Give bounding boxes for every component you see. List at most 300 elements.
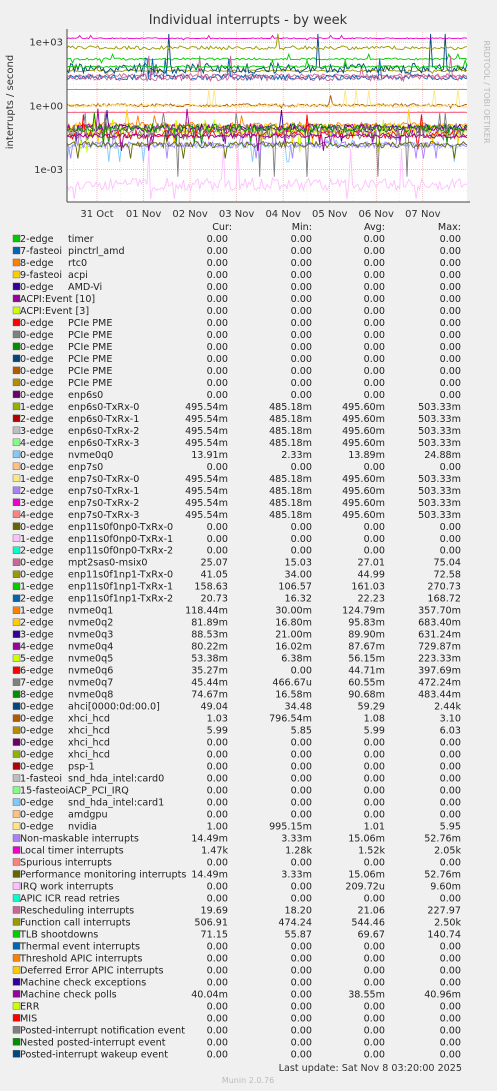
- legend-max: 0.00: [439, 341, 461, 353]
- legend-cur: 0.00: [206, 977, 228, 989]
- legend-max: 503.33m: [418, 425, 461, 437]
- legend-max: 503.33m: [418, 509, 461, 521]
- legend-name: nvme0q0: [68, 449, 114, 461]
- legend-name: nvme0q7: [68, 677, 114, 689]
- legend-cur: 0.00: [206, 1013, 228, 1025]
- legend-cur: 0.00: [206, 353, 228, 365]
- legend-swatch: [13, 1002, 20, 1009]
- legend-swatch: [13, 978, 20, 985]
- legend-min: 0.00: [290, 365, 312, 377]
- legend-avg: 44.99: [357, 569, 385, 581]
- legend-swatch: [13, 894, 20, 901]
- legend-swatch: [13, 775, 20, 782]
- legend-avg: 1.52k: [358, 845, 385, 857]
- legend-max: 0.00: [439, 389, 461, 401]
- legend-avg: 495.60m: [342, 485, 385, 497]
- legend-swatch: [13, 1050, 20, 1057]
- legend-max: 2.44k: [434, 701, 461, 713]
- legend-swatch: [13, 799, 20, 806]
- legend-cur: 0.00: [206, 737, 228, 749]
- legend-avg: 161.03: [351, 581, 385, 593]
- legend-name: nvidia: [68, 821, 98, 833]
- legend-source: 1-edge: [20, 533, 54, 545]
- legend-min: 0.00: [290, 377, 312, 389]
- legend-swatch: [13, 787, 20, 794]
- legend-name: PCIe PME: [68, 341, 113, 353]
- legend-source: 1-edge: [20, 605, 54, 617]
- legend-max: 3.10: [439, 713, 461, 725]
- legend-max: 631.24m: [418, 629, 461, 641]
- legend-source: 0-edge: [20, 317, 54, 329]
- legend-min: 106.57: [278, 581, 312, 593]
- legend-source: 8-edge: [20, 257, 54, 269]
- legend-source: 0-edge: [20, 809, 54, 821]
- legend-cur: 495.54m: [185, 485, 228, 497]
- legend-swatch: [13, 499, 20, 506]
- legend-cur: 0.00: [206, 1037, 228, 1049]
- legend-avg: 0.00: [363, 329, 385, 341]
- legend-cur: 0.00: [206, 965, 228, 977]
- legend-cur: 0.00: [206, 305, 228, 317]
- legend-min: 0.00: [290, 257, 312, 269]
- legend-name: pinctrl_amd: [68, 245, 125, 257]
- legend-swatch: [13, 583, 20, 590]
- legend-min: 0.00: [290, 1001, 312, 1013]
- legend-avg: 0.00: [363, 1001, 385, 1013]
- legend-avg: 89.90m: [348, 629, 385, 641]
- legend-name: enp11s0f1np1-TxRx-1: [68, 581, 174, 593]
- legend-swatch: [13, 655, 20, 662]
- legend-max: 0.00: [439, 977, 461, 989]
- legend-cur: 20.73: [200, 593, 228, 605]
- legend-max: 223.33m: [418, 653, 461, 665]
- legend-cur: 495.54m: [185, 497, 228, 509]
- legend-max: 0.00: [439, 353, 461, 365]
- legend-cur: 74.67m: [191, 689, 228, 701]
- legend-cur: 495.54m: [185, 437, 228, 449]
- legend-name: enp6s0-TxRx-0: [68, 401, 140, 413]
- legend-avg: 0.00: [363, 461, 385, 473]
- legend-avg: 69.67: [357, 929, 385, 941]
- legend-swatch: [13, 870, 20, 877]
- legend-cur: 0.00: [206, 809, 228, 821]
- legend-cur: 81.89m: [191, 617, 228, 629]
- legend-name: ACP_PCI_IRQ: [68, 785, 129, 797]
- legend-avg: 495.60m: [342, 425, 385, 437]
- legend-min: 0.00: [290, 857, 312, 869]
- y-axis-label: interrupts / second: [5, 54, 16, 150]
- legend-cur: 0.00: [206, 389, 228, 401]
- legend-min: 0.00: [290, 341, 312, 353]
- legend-avg: 0.00: [363, 797, 385, 809]
- legend-name: nvme0q4: [68, 641, 114, 653]
- legend-source: 0-edge: [20, 797, 54, 809]
- legend-min: 30.00m: [275, 605, 312, 617]
- legend-max: 503.33m: [418, 401, 461, 413]
- legend-avg: 59.29: [357, 701, 385, 713]
- legend-max: 0.00: [439, 761, 461, 773]
- legend-source: 0-edge: [20, 761, 54, 773]
- legend-swatch: [13, 631, 20, 638]
- legend-avg: 0.00: [363, 941, 385, 953]
- legend-swatch: [13, 643, 20, 650]
- legend-swatch: [13, 1026, 20, 1033]
- legend-name: enp6s0-TxRx-2: [68, 425, 140, 437]
- legend-cur: 13.91m: [191, 449, 228, 461]
- legend-avg: 13.89m: [348, 449, 385, 461]
- legend-min: 55.87: [284, 929, 312, 941]
- legend-source: 0-edge: [20, 449, 54, 461]
- legend-avg: 495.60m: [342, 509, 385, 521]
- legend-min: 0.00: [290, 269, 312, 281]
- legend-source: Threshold APIC interrupts: [20, 953, 143, 965]
- legend-cur: 88.53m: [191, 629, 228, 641]
- legend-avg: 0.00: [363, 317, 385, 329]
- legend-max: 503.33m: [418, 473, 461, 485]
- legend-cur: 0.00: [206, 857, 228, 869]
- legend-cur: 40.04m: [191, 989, 228, 1001]
- legend-swatch: [13, 235, 20, 242]
- legend-source: 1-edge: [20, 473, 54, 485]
- x-tick-label: 31 Oct: [80, 209, 114, 220]
- legend-avg: 0.00: [363, 521, 385, 533]
- legend-name: xhci_hcd: [68, 725, 110, 737]
- legend-max: 503.33m: [418, 485, 461, 497]
- legend-max: 168.72: [427, 593, 461, 605]
- legend-cur: 0.00: [206, 293, 228, 305]
- legend-max: 397.69m: [418, 665, 461, 677]
- legend-min: 3.33m: [281, 833, 312, 845]
- legend-max: 357.70m: [418, 605, 461, 617]
- legend-min: 0.00: [290, 953, 312, 965]
- legend-cur: 0.00: [206, 281, 228, 293]
- legend-source: 2-edge: [20, 485, 54, 497]
- legend-avg: 5.99: [363, 725, 385, 737]
- legend-source: 5-edge: [20, 653, 54, 665]
- legend-min: 15.03: [284, 557, 312, 569]
- legend-swatch: [13, 343, 20, 350]
- legend: [13, 222, 461, 1060]
- legend-swatch: [13, 475, 20, 482]
- legend-cur: 0.00: [206, 234, 228, 245]
- legend-max: 9.60m: [430, 881, 461, 893]
- legend-swatch: [13, 379, 20, 386]
- legend-cur: 1.00: [206, 821, 228, 833]
- legend-source: 0-edge: [20, 389, 54, 401]
- legend-source: 0-edge: [20, 701, 54, 713]
- legend-max: 0.00: [439, 377, 461, 389]
- legend-swatch: [13, 727, 20, 734]
- legend-swatch: [13, 918, 20, 925]
- legend-max: 0.00: [439, 737, 461, 749]
- legend-name: ahci[0000:0d:00.0]: [68, 701, 160, 713]
- legend-cur: 158.63: [194, 581, 228, 593]
- legend-source: 2-edge: [20, 545, 54, 557]
- legend-swatch: [13, 679, 20, 686]
- legend-swatch: [13, 595, 20, 602]
- legend-column-header: Min:: [291, 222, 312, 233]
- legend-cur: 0.00: [206, 257, 228, 269]
- legend-swatch: [13, 846, 20, 853]
- legend-name: enp11s0f0np0-TxRx-0: [68, 521, 174, 533]
- legend-source: 3-edge: [20, 629, 54, 641]
- legend-min: 0.00: [290, 281, 312, 293]
- legend-min: 5.85: [290, 725, 312, 737]
- legend-cur: 495.54m: [185, 473, 228, 485]
- legend-avg: 495.60m: [342, 497, 385, 509]
- legend-avg: 0.00: [363, 533, 385, 545]
- legend-min: 21.00m: [275, 629, 312, 641]
- legend-min: 485.18m: [269, 437, 312, 449]
- legend-swatch: [13, 954, 20, 961]
- legend-max: 0.00: [439, 545, 461, 557]
- legend-min: 0.00: [290, 353, 312, 365]
- legend-min: 0.00: [290, 533, 312, 545]
- legend-cur: 0.00: [206, 749, 228, 761]
- legend-avg: 56.15m: [348, 653, 385, 665]
- legend-swatch: [13, 367, 20, 374]
- legend-max: 0.00: [439, 749, 461, 761]
- legend-avg: 0.00: [363, 377, 385, 389]
- legend-avg: 0.00: [363, 293, 385, 305]
- legend-cur: 0.00: [206, 941, 228, 953]
- legend-avg: 0.00: [363, 234, 385, 245]
- legend-min: 485.18m: [269, 485, 312, 497]
- legend-max: 0.00: [439, 857, 461, 869]
- legend-swatch: [13, 882, 20, 889]
- legend-min: 485.18m: [269, 497, 312, 509]
- legend-avg: 0.00: [363, 281, 385, 293]
- x-tick-label: 01 Nov: [125, 209, 162, 220]
- legend-avg: 95.83m: [348, 617, 385, 629]
- legend-source: Nested posted-interrupt event: [20, 1037, 166, 1049]
- legend-min: 34.00: [284, 569, 312, 581]
- legend-cur: 495.54m: [185, 401, 228, 413]
- legend-max: 0.00: [439, 533, 461, 545]
- legend-avg: 0.00: [363, 857, 385, 869]
- legend-source: 0-edge: [20, 521, 54, 533]
- legend-min: 0.00: [290, 293, 312, 305]
- legend-min: 0.00: [290, 521, 312, 533]
- legend-min: 0.00: [290, 749, 312, 761]
- legend-swatch: [13, 942, 20, 949]
- legend-swatch: [13, 439, 20, 446]
- legend-min: 0.00: [290, 245, 312, 257]
- legend-swatch: [13, 703, 20, 710]
- legend-name: PCIe PME: [68, 365, 113, 377]
- legend-swatch: [13, 763, 20, 770]
- legend-swatch: [13, 331, 20, 338]
- legend-cur: 0.00: [206, 365, 228, 377]
- legend-cur: 0.00: [206, 797, 228, 809]
- legend-source: 0-edge: [20, 713, 54, 725]
- legend-avg: 60.55m: [348, 677, 385, 689]
- legend-avg: 495.60m: [342, 413, 385, 425]
- legend-source: 4-edge: [20, 437, 54, 449]
- legend-cur: 14.49m: [191, 869, 228, 881]
- legend-max: 0.00: [439, 797, 461, 809]
- legend-name: amdgpu: [68, 809, 108, 821]
- legend-cur: 0.00: [206, 761, 228, 773]
- legend-min: 2.33m: [281, 449, 312, 461]
- legend-max: 6.03: [439, 725, 461, 737]
- legend-name: xhci_hcd: [68, 737, 110, 749]
- legend-name: nvme0q3: [68, 629, 114, 641]
- legend-avg: 0.00: [363, 749, 385, 761]
- x-tick-label: 07 Nov: [405, 209, 441, 220]
- legend-name: snd_hda_intel:card1: [68, 797, 165, 809]
- legend-source: 0-edge: [20, 365, 54, 377]
- x-tick-label: 04 Nov: [265, 209, 301, 220]
- legend-avg: 495.60m: [342, 473, 385, 485]
- legend-cur: 1.47k: [201, 845, 228, 857]
- legend-min: 34.48: [284, 701, 312, 713]
- legend-name: rtc0: [68, 257, 88, 269]
- legend-avg: 544.46: [351, 917, 385, 929]
- legend-min: 16.80m: [275, 617, 312, 629]
- legend-cur: 0.00: [206, 245, 228, 257]
- legend-swatch: [13, 559, 20, 566]
- legend-swatch: [13, 571, 20, 578]
- legend-avg: 495.60m: [342, 401, 385, 413]
- legend-min: 0.00: [290, 809, 312, 821]
- legend-swatch: [13, 271, 20, 278]
- legend-swatch: [13, 667, 20, 674]
- legend-name: PCIe PME: [68, 317, 113, 329]
- legend-max: 52.76m: [424, 869, 461, 881]
- legend-min: 0.00: [290, 461, 312, 473]
- legend-source: Deferred Error APIC interrupts: [20, 965, 164, 977]
- legend-avg: 0.00: [363, 305, 385, 317]
- legend-max: 0.00: [439, 281, 461, 293]
- legend-cur: 25.07: [200, 557, 228, 569]
- legend-source: Posted-interrupt notification event: [20, 1025, 185, 1037]
- legend-source: ACPI:Event [3]: [20, 305, 90, 317]
- legend-min: 0.00: [290, 389, 312, 401]
- legend-swatch: [13, 930, 20, 937]
- legend-cur: 0.00: [206, 1025, 228, 1037]
- legend-max: 503.33m: [418, 413, 461, 425]
- legend-cur: 0.00: [206, 521, 228, 533]
- legend-min: 16.02m: [275, 641, 312, 653]
- legend-swatch: [13, 739, 20, 746]
- legend-avg: 0.00: [363, 761, 385, 773]
- legend-source: ERR: [20, 1001, 40, 1013]
- legend-max: 472.24m: [418, 677, 461, 689]
- legend-swatch: [13, 319, 20, 326]
- legend-name: enp11s0f0np0-TxRx-2: [68, 545, 174, 557]
- legend-avg: 0.00: [363, 1049, 385, 1061]
- legend-swatch: [13, 427, 20, 434]
- legend-min: 0.00: [290, 1013, 312, 1025]
- legend-source: 0-edge: [20, 281, 54, 293]
- legend-source: MIS: [20, 1013, 38, 1025]
- legend-max: 0.00: [439, 1025, 461, 1037]
- legend-min: 485.18m: [269, 413, 312, 425]
- legend-max: 503.33m: [418, 497, 461, 509]
- legend-max: 0.00: [439, 365, 461, 377]
- legend-cur: 0.00: [206, 269, 228, 281]
- legend-source: 15-fasteoi: [20, 785, 69, 797]
- legend-swatch: [13, 487, 20, 494]
- legend-source: 8-edge: [20, 689, 54, 701]
- legend-max: 40.96m: [424, 989, 461, 1001]
- legend-source: ACPI:Event [10]: [20, 293, 96, 305]
- legend-avg: 495.60m: [342, 437, 385, 449]
- legend-avg: 0.00: [363, 773, 385, 785]
- legend-cur: 0.00: [206, 533, 228, 545]
- legend-min: 0.00: [290, 761, 312, 773]
- legend-min: 16.58m: [275, 689, 312, 701]
- legend-avg: 0.00: [363, 1013, 385, 1025]
- legend-avg: 124.79m: [342, 605, 385, 617]
- legend-swatch: [13, 691, 20, 698]
- legend-name: enp6s0-TxRx-3: [68, 437, 140, 449]
- legend-avg: 0.00: [363, 365, 385, 377]
- legend-source: 2-edge: [20, 617, 54, 629]
- legend-avg: 0.00: [363, 1025, 385, 1037]
- legend-source: 0-edge: [20, 557, 54, 569]
- legend-name: enp7s0-TxRx-3: [68, 509, 140, 521]
- legend-min: 485.18m: [269, 401, 312, 413]
- legend-name: enp11s0f0np0-TxRx-1: [68, 533, 174, 545]
- legend-swatch: [13, 990, 20, 997]
- legend-source: Machine check exceptions: [20, 977, 147, 989]
- legend-max: 503.33m: [418, 437, 461, 449]
- legend-max: 72.58: [433, 569, 461, 581]
- legend-name: enp7s0-TxRx-2: [68, 497, 140, 509]
- legend-max: 0.00: [439, 965, 461, 977]
- legend-cur: 0.00: [206, 341, 228, 353]
- legend-max: 0.00: [439, 1037, 461, 1049]
- legend-source: 6-edge: [20, 665, 54, 677]
- legend-cur: 14.49m: [191, 833, 228, 845]
- legend-name: nvme0q6: [68, 665, 114, 677]
- last-update: Last update: Sat Nov 8 03:20:00 2025: [278, 1063, 462, 1074]
- legend-cur: 35.27m: [191, 665, 228, 677]
- legend-source: 0-edge: [20, 341, 54, 353]
- legend-name: nvme0q1: [68, 605, 114, 617]
- legend-max: 52.76m: [424, 833, 461, 845]
- legend-swatch: [13, 259, 20, 266]
- legend-source: TLB shootdowns: [20, 929, 99, 941]
- legend-cur: 0.00: [206, 773, 228, 785]
- legend-max: 0.00: [439, 305, 461, 317]
- legend-min: 3.33m: [281, 869, 312, 881]
- legend-name: nvme0q5: [68, 653, 114, 665]
- legend-max: 729.87m: [418, 641, 461, 653]
- legend-column-header: Cur:: [212, 222, 232, 233]
- legend-source: Function call interrupts: [20, 917, 131, 929]
- legend-column-header: Max:: [437, 222, 461, 233]
- legend-max: 0.00: [439, 317, 461, 329]
- legend-avg: 21.06: [357, 905, 385, 917]
- legend-avg: 0.00: [363, 785, 385, 797]
- x-tick-label: 05 Nov: [311, 209, 348, 220]
- legend-swatch: [13, 751, 20, 758]
- legend-cur: 0.00: [206, 545, 228, 557]
- legend-max: 0.00: [439, 773, 461, 785]
- legend-max: 75.04: [433, 557, 461, 569]
- legend-name: AMD-Vi: [68, 281, 103, 293]
- legend-max: 0.00: [439, 269, 461, 281]
- legend-source: 3-edge: [20, 425, 54, 437]
- legend-name: enp7s0-TxRx-1: [68, 485, 140, 497]
- legend-cur: 495.54m: [185, 509, 228, 521]
- legend-max: 0.00: [439, 234, 461, 245]
- legend-swatch: [13, 415, 20, 422]
- legend-min: 796.54m: [269, 713, 312, 725]
